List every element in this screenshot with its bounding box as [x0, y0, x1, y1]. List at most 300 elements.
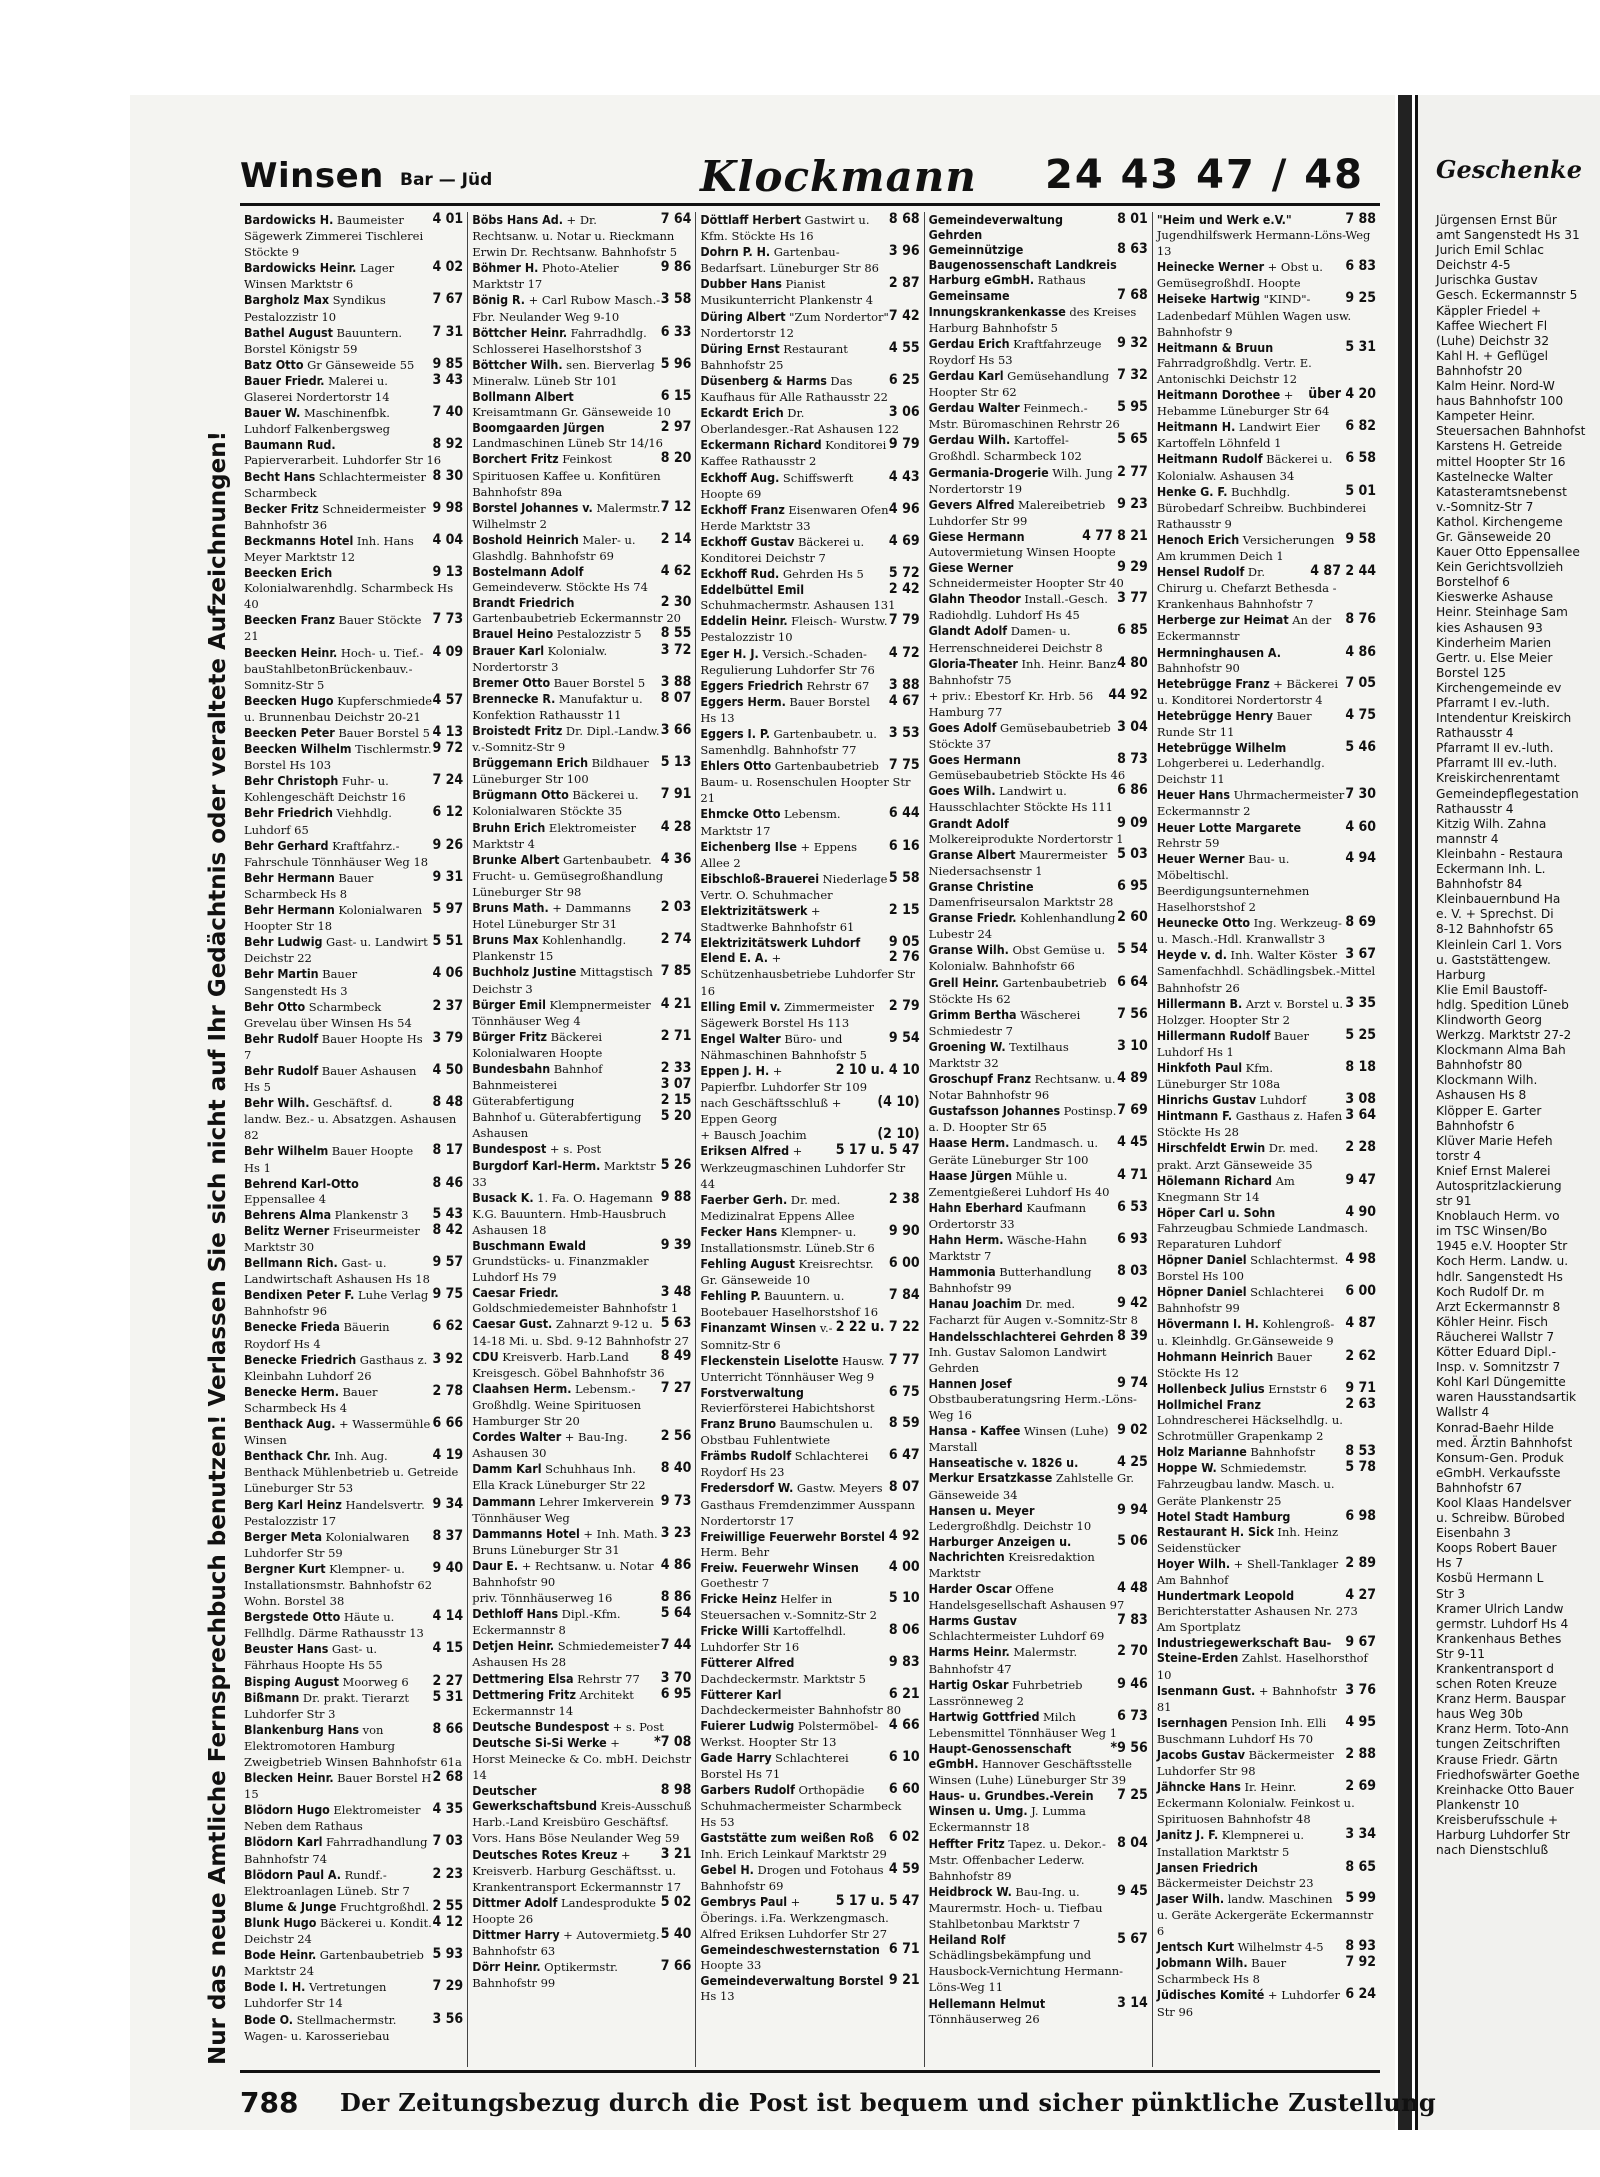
listing-details: 1. Fa. O. Hagemann K.G. Bauuntern. Hmb-Hausbruch Ashausen 18: [472, 1190, 667, 1237]
listing-entry: [1157, 1140, 1376, 1172]
listing-details: Inh. Gustav Salomon Landwirt Gehrden: [928, 1344, 1107, 1375]
listing-details: von Elektromotoren Hamburg Zweigbetrieb Winsen Bahnhofstr 61a: [244, 1722, 462, 1769]
listing-details: Gr Gänseweide 55: [307, 357, 415, 372]
listing-phone: 7 05: [1345, 674, 1377, 691]
listing-entry: [700, 1529, 919, 1560]
listing-phone: 2 38: [888, 1190, 920, 1207]
listing-phone: 5 31: [432, 1688, 464, 1705]
listing-name: Behr Martin: [244, 966, 319, 982]
listing-entry: [929, 623, 1148, 655]
listing-phone: 7 68: [1117, 287, 1148, 304]
listing-entry: [1157, 851, 1376, 915]
listing-entry: [929, 497, 1148, 529]
listing-details: Rechtsanw. u. Notar Bahnhofstr 96: [928, 1072, 1116, 1103]
next-page-entry: Kosbü Hermann L: [1436, 1571, 1544, 1586]
listing-name: Fecker Hans: [700, 1223, 778, 1239]
listing-name: Hartwig Gottfried: [928, 1708, 1040, 1724]
next-page-entry: Käppler Friedel +: [1436, 303, 1542, 318]
next-page-entry: Jurich Emil Schlac: [1436, 243, 1544, 258]
directory-columns: [240, 212, 1380, 2067]
listing-details: Schmiedemstr. Fahrzeugbau landw. Masch. u. Geräte Plankenstr 25: [1156, 1461, 1335, 1508]
listing-entry: [929, 879, 1148, 910]
listing-phone: 8 66: [432, 1720, 464, 1737]
listing-details: Wäsche-Hahn Marktstr 7: [928, 1233, 1087, 1264]
next-page-entry: Jürgensen Ernst Bür: [1436, 213, 1557, 227]
listing-details: + Dr. Rechtsanw. u. Notar u. Rieckmann Erwin Dr. Rechtsanw. Bahnhofstr 5: [472, 213, 678, 260]
listing-details: Häute u. Fellhdlg. Därme Rathausstr 13: [244, 1610, 424, 1641]
listing-phone: 3 64: [1345, 1107, 1377, 1124]
listing-entry: [1157, 740, 1376, 787]
listing-details: Dr. med. prakt. Arzt Gänseweide 35: [1156, 1141, 1319, 1172]
listing-details: Fleisch- Wurstw. Pestalozzistr 10: [700, 614, 888, 645]
listing-entry: [1157, 1987, 1376, 2019]
listing-phone: 2 27: [432, 1672, 464, 1689]
listing-name: Henoch Erich: [1156, 531, 1240, 547]
listing-entry: [1157, 1060, 1376, 1092]
listing-phone: 7 03: [432, 1833, 464, 1850]
listing-entry: [244, 1095, 463, 1143]
listing-entry: [929, 816, 1148, 847]
listing-entry: [929, 656, 1148, 688]
listing-phone: 8 63: [1117, 241, 1148, 258]
listing-details: Zahlstelle Gr. Gänseweide 34: [928, 1471, 1135, 1502]
listing-phone: 4 86: [1345, 643, 1377, 660]
listing-details: Dachdeckermstr. Marktstr 5: [700, 1671, 866, 1686]
listing-entry: [1157, 1397, 1376, 1444]
listing-name: Eibschloß-Brauerei: [700, 870, 820, 886]
listing-name: Gerdau Karl: [928, 367, 1004, 383]
listing-details: Rundf.-Elektroanlagen Lüneb. Str 7: [244, 1867, 410, 1898]
listing-phone: 5 17 u. 5 47: [835, 1142, 920, 1159]
listing-name: Fuierer Ludwig: [700, 1717, 795, 1733]
listing-name: Brauer Karl: [472, 642, 545, 658]
next-page-entry: Koch Rudolf Dr. m: [1436, 1284, 1545, 1299]
listing-phone: (2 10): [877, 1126, 920, 1143]
next-page-entry: hdlr. Sangenstedt Hs: [1436, 1269, 1563, 1284]
listing-details: Hoopte 33: [700, 1958, 762, 1973]
listing-name: Düring Ernst: [700, 340, 780, 356]
listing-entry: [472, 787, 691, 819]
listing-entry: [472, 1895, 691, 1927]
listing-name: Eggers I. P.: [700, 726, 770, 741]
listing-details: Photo-Atelier Marktstr 17: [472, 261, 619, 292]
listing-phone: 9 54: [888, 1029, 920, 1046]
listing-phone: 3 43: [432, 371, 464, 388]
listing-entry: [244, 1561, 463, 1609]
listing-name: Brandt Friedrich: [472, 595, 575, 611]
listing-phone: 3 06: [888, 404, 920, 421]
listing-entry: [929, 1007, 1148, 1039]
listing-entry: [929, 975, 1148, 1007]
next-page-entry: e. V. + Sprechst. Di: [1436, 907, 1554, 922]
listing-phone: 9 57: [432, 1254, 464, 1271]
listing-entry: [929, 1103, 1148, 1135]
listing-phone: über 4 20: [1308, 386, 1377, 403]
listing-name: Fehling P.: [700, 1288, 761, 1304]
listing-name: Düsenberg & Harms: [700, 372, 827, 388]
next-page-entry: Katasteramtsnebenst: [1436, 484, 1567, 499]
listing-entry: [472, 691, 691, 723]
listing-name: Beckmanns Hotel: [244, 532, 354, 548]
listing-details: Am Knegmann Str 14: [1156, 1173, 1295, 1204]
listing-phone: 6 15: [660, 388, 692, 405]
listing-entry: [700, 1224, 919, 1256]
listing-phone: 6 16: [888, 837, 920, 854]
listing-details: Güterabfertigung: [472, 1094, 575, 1109]
listing-name: Giese Hermann: [928, 528, 1025, 544]
listing-phone: 6 85: [1117, 622, 1148, 639]
listing-name: Brügmann Otto: [472, 787, 569, 803]
listing-name: Hundertmark Leopold: [1156, 1588, 1295, 1604]
listing-phone: 3 56: [432, 2010, 464, 2027]
listing-phone: 8 98: [660, 1782, 692, 1799]
next-page-entries: [1436, 213, 1600, 1858]
listing-name: Dohrn P. H.: [700, 244, 771, 260]
listing-name: Granse Albert: [928, 846, 1016, 862]
next-page-entry: Steuersachen Bahnhofst: [1436, 424, 1586, 439]
listing-entry: [929, 720, 1148, 752]
listing-entry: [700, 1192, 919, 1224]
listing-details: Schlachtermeister Luhdorf 69: [928, 1629, 1105, 1644]
next-page-entry: Insp. v. Somnitzstr 7: [1436, 1360, 1561, 1375]
listing-details: + priv.: Ebestorf Kr. Hrb. 56 Hamburg 77: [928, 688, 1094, 719]
listing-entry: [472, 1719, 691, 1735]
listing-phone: 7 44: [660, 1637, 692, 1654]
listing-entry: [472, 1638, 691, 1670]
listing-entry: [700, 502, 919, 534]
directory-column: [240, 212, 468, 2067]
next-page-entry: 1945 e.V. Hoopter Str: [1436, 1239, 1568, 1254]
listing-phone: 9 47: [1345, 1171, 1377, 1188]
listing-name: Broistedt Fritz: [472, 723, 563, 738]
listing-details: Fahrradhdlg. Schlosserei Haselhorstshof 3: [472, 325, 647, 356]
listing-phone: 2 28: [1345, 1139, 1377, 1156]
listing-entry: [472, 643, 691, 675]
next-page-entry: Krankentransport d: [1436, 1662, 1554, 1676]
listing-details: Gartenbaubetrieb Eckermannstr 20: [472, 611, 681, 626]
listing-details: Tönnhäuserweg 26: [928, 2011, 1040, 2026]
listing-details: Landwirt Eier Kartoffeln Löhnfeld 1: [1156, 420, 1320, 451]
listing-name: Hartig Oskar: [928, 1676, 1009, 1692]
listing-phone: 5 01: [1345, 482, 1377, 499]
listing-phone: 8 73: [1117, 751, 1148, 768]
listing-details: Vertretungen Luhdorfer Str 14: [244, 1980, 387, 2011]
listing-name: Burgdorf Karl-Herm.: [472, 1157, 601, 1173]
listing-phone: 4 69: [888, 532, 920, 549]
listing-phone: 4 50: [432, 1061, 464, 1078]
listing-phone: 4 13: [432, 724, 464, 740]
listing-name: Brauel Heino: [472, 626, 554, 642]
listing-details: Gartenbaubetr. Frucht- u. Gemüsegroßhandlung Lüneburger Str 98: [472, 852, 664, 899]
listing-name: Becht Hans: [244, 468, 316, 484]
next-page-entry: (Luhe) Deichstr 32: [1436, 333, 1550, 348]
listing-entry: [472, 1606, 691, 1638]
listing-details: Helfer in Steuersachen v.-Somnitz-Str 2: [700, 1592, 877, 1623]
listing-entry: [472, 1093, 691, 1109]
listing-name: Gade Harry: [700, 1750, 772, 1765]
listing-phone: 5 25: [1345, 1026, 1377, 1043]
listing-entry: [929, 368, 1148, 400]
listing-entry: [1157, 1747, 1376, 1779]
listing-name: Hetebrügge Wilhelm: [1156, 740, 1287, 756]
listing-phone: 2 56: [660, 1428, 692, 1445]
listing-phone: 2 55: [432, 1897, 464, 1914]
listing-name: Hollenbeck Julius: [1156, 1380, 1265, 1396]
listing-entry: [700, 566, 919, 582]
listing-name: Heitmann Dorothee: [1156, 387, 1281, 403]
listing-details: Ir. Heinr. Eckermann Kolonialw. Feinkost u. Spirituosen Bahnhofstr 48: [1156, 1780, 1355, 1827]
listing-details: Bildhauer Lüneburger Str 100: [472, 756, 649, 787]
listing-entry: [472, 852, 691, 900]
listing-details: Gemüsehandlung Hoopter Str 62: [928, 368, 1110, 400]
listing-entry: [244, 565, 463, 612]
listing-details: + Bäckerei u. Konditorei Nordertorstr 4: [1156, 676, 1339, 707]
listing-entry: [1157, 708, 1376, 740]
listing-name: Elektrizitätswerk Luhdorf: [700, 935, 861, 951]
listing-name: Elektrizitätswerk: [700, 903, 808, 919]
next-page-entry: Kranz Herm. Bauspar: [1436, 1692, 1566, 1707]
listing-name: Dittmer Harry: [472, 1927, 560, 1943]
listing-name: Becker Fritz: [244, 500, 319, 516]
listing-details: Rehrstr 59: [1156, 835, 1220, 850]
listing-entry: [472, 357, 691, 389]
listing-details: Kolonialwaren Hoopter Str 18: [244, 903, 423, 934]
listing-details: Berichterstatter Ashausen Nr. 273 Am Sportplatz: [1156, 1604, 1358, 1635]
listing-name: Gemeindeverwaltung Borstel: [700, 1973, 884, 1989]
next-page-entry: kies Ashausen 93: [1436, 620, 1543, 635]
next-page-entry: Konsum-Gen. Produk: [1436, 1450, 1564, 1465]
listing-details: sen. Bierverlag Mineralw. Lüneb Str 101: [472, 357, 655, 388]
listing-entry: [472, 900, 691, 932]
listing-phone: 9 71: [1345, 1379, 1377, 1396]
listing-entry: [1157, 1284, 1376, 1316]
listing-name: Behr Christoph: [244, 773, 339, 789]
listing-entry: [472, 1735, 691, 1783]
listing-entry: [1157, 564, 1376, 612]
listing-phone: 3 07: [660, 1076, 692, 1093]
next-page-entry: v.-Somnitz-Str 7: [1436, 499, 1534, 514]
listing-phone: 5 93: [432, 1946, 464, 1963]
listing-phone: 7 56: [1117, 1005, 1148, 1022]
listing-details: Bauer Ashausen Hs 5: [244, 1063, 417, 1095]
listing-details: Bauer Runde Str 11: [1156, 708, 1312, 739]
listing-entry: [244, 1352, 463, 1384]
listing-entry: [1157, 1955, 1376, 1987]
listing-entry: [929, 560, 1148, 591]
listing-details: Marktstr 33: [472, 1158, 656, 1189]
listing-phone: 7 40: [432, 404, 464, 421]
listing-details: Gemüsebaubetrieb Stöckte 37: [928, 721, 1111, 752]
listing-phone: 4 21: [660, 995, 692, 1012]
listing-entry: [700, 1894, 919, 1942]
listing-phone: 6 53: [1117, 1198, 1148, 1215]
listing-entry: [472, 932, 691, 964]
listing-entry: [1157, 1715, 1376, 1747]
listing-phone: 8 37: [432, 1527, 464, 1544]
listing-entry: [472, 1847, 691, 1895]
listing-entry: [244, 469, 463, 501]
listing-details: Maschinenfbk. Luhdorf Falkenbergsweg: [244, 406, 390, 437]
listing-details: Bauer Sangenstedt Hs 3: [244, 967, 358, 998]
listing-entry: [929, 242, 1148, 288]
listing-name: Bürger Fritz: [472, 1028, 548, 1044]
listing-entry: [472, 1285, 691, 1316]
listing-details: Architekt Eckermannstr 14: [472, 1687, 634, 1718]
listing-entry: [472, 1927, 691, 1959]
listing-phone: 3 67: [1345, 946, 1377, 963]
next-page-entry: Bahnhofstr 67: [1436, 1480, 1523, 1495]
listing-details: + Shell-Tanklager Am Bahnhof: [1156, 1556, 1339, 1587]
next-page-entry: Bahnhofstr 80: [1436, 1058, 1523, 1073]
listing-phone: 9 26: [432, 836, 464, 853]
listing-entry: [472, 1494, 691, 1526]
listing-details: Klempnerei u. Installation Marktstr 5: [1156, 1828, 1305, 1859]
listing-details: "Zum Nordertor" Nordertorstr 12: [700, 309, 889, 340]
next-page-entry: Friedhofswärter Goethe: [1436, 1767, 1580, 1782]
listing-entry: [929, 1581, 1148, 1613]
listing-phone: 5 03: [1117, 845, 1148, 862]
listing-name: Glandt Adolf: [928, 623, 1008, 639]
listing-phone: 5 97: [432, 901, 464, 918]
listing-entry: [472, 820, 691, 852]
listing-phone: 6 12: [432, 804, 464, 821]
listing-entry: [700, 1655, 919, 1686]
listing-name: Granse Friedr.: [928, 910, 1017, 926]
listing-phone: 9 13: [432, 564, 464, 581]
listing-entry: [244, 1947, 463, 1979]
listing-phone: 6 02: [888, 1829, 920, 1846]
listing-name: Groening W.: [928, 1038, 1006, 1054]
listing-name: Freiw. Feuerwehr Winsen: [700, 1559, 859, 1575]
listing-name: Bisping August: [244, 1673, 339, 1689]
listing-name: Gebel H.: [700, 1861, 754, 1877]
listing-entry: [244, 1416, 463, 1448]
listing-entry: [472, 595, 691, 626]
listing-entry: [472, 1783, 691, 1846]
next-page-entry: Krause Friedr. Gärtn: [1436, 1752, 1558, 1767]
listing-entry: [1157, 996, 1376, 1028]
listing-details: Baumeister Sägewerk Zimmerei Tischlerei Stöckte 9: [244, 213, 424, 260]
listing-entry: [700, 276, 919, 308]
listing-entry: [472, 1238, 691, 1285]
listing-phone: 8 01: [1117, 212, 1148, 227]
listing-details: Gartenbaubetrieb Stöckte Hs 62: [928, 975, 1107, 1006]
listing-name: Dittmer Adolf: [472, 1894, 558, 1910]
listing-phone: 5 20: [660, 1108, 692, 1125]
listing-details: Bauer Scharmbeck Hs 8: [1156, 1956, 1287, 1987]
listing-entry: [1157, 1860, 1376, 1891]
side-slogan: Nur das neue Amtliche Fernsprechbuch benutzen! Verlassen Sie sich nicht auf Ihr Gedächtnis oder veraltete Aufzeichnungen!: [205, 430, 231, 2065]
next-page-entry: hdlg. Spedition Lüneb: [1436, 997, 1569, 1012]
listing-name: Heiland Rolf: [928, 1932, 1006, 1948]
listing-phone: 5 26: [660, 1156, 692, 1173]
listing-phone: (4 10): [877, 1094, 920, 1111]
listing-phone: 3 88: [888, 676, 920, 693]
listing-details: Bauuntern. Borstel Königstr 59: [244, 325, 403, 356]
listing-name: Heitmann & Bruun: [1156, 339, 1274, 355]
listing-name: Hinkfoth Paul: [1156, 1059, 1243, 1075]
listing-details: Arzt v. Borstel u. Holzger. Hoopter Str 2: [1156, 996, 1344, 1027]
listing-name: Gerdau Walter: [928, 400, 1020, 416]
listing-phone: 4 75: [1345, 706, 1377, 723]
listing-entry: [244, 1063, 463, 1095]
listing-phone: 8 42: [432, 1221, 464, 1238]
listing-phone: 7 25: [1117, 1787, 1148, 1804]
listing-phone: 3 35: [1345, 994, 1377, 1011]
listing-name: Benthack Aug.: [244, 1416, 336, 1432]
listing-name: Fredersdorf W.: [700, 1480, 794, 1496]
listing-name: Eppen J. H.: [700, 1062, 770, 1078]
listing-details: Stellmachermstr. Wagen- u. Karosseriebau: [244, 2012, 397, 2043]
listing-details: Inh. Heinz Seidenstücker: [1156, 1524, 1339, 1555]
next-page-entry: Kieswerke Ashause: [1436, 590, 1554, 605]
next-page-entry: Heinr. Steinhage Sam: [1436, 605, 1568, 620]
listing-phone: 8 92: [432, 436, 464, 453]
listing-entry: [700, 726, 919, 758]
listing-phone: 8 46: [432, 1174, 464, 1191]
listing-name: Böbs Hans Ad.: [472, 212, 563, 227]
listing-details: Gemeindeverw. Stöckte Hs 74: [472, 580, 648, 595]
listing-phone: 2 69: [1345, 1778, 1377, 1795]
listing-name: Böttcher Heinr.: [472, 324, 568, 340]
listing-name: Främbs Rudolf: [700, 1448, 792, 1464]
listing-name: Fleckenstein Liselotte: [700, 1352, 839, 1368]
listing-name: Gaststätte zum weißen Roß: [700, 1830, 874, 1846]
listing-details: Bauer Scharmbeck Hs 4: [244, 1384, 378, 1415]
listing-details: Zimmermeister Sägewerk Borstel Hs 113: [700, 999, 875, 1030]
listing-details: Hannover Geschäftsstelle Winsen (Luhe) Lüneburger Str 39: [928, 1757, 1132, 1788]
listing-name: Heuer Werner: [1156, 850, 1245, 866]
listing-entry: [700, 1782, 919, 1830]
listing-entry: [472, 1558, 691, 1590]
listing-entry: [929, 336, 1148, 368]
listing-name: Caesar Gust.: [472, 1316, 553, 1332]
next-page-entry: Kranz Herm. Toto-Ann: [1436, 1722, 1569, 1737]
next-page-entry: 8-12 Bahnhofstr 65: [1436, 922, 1554, 937]
listing-name: Freiwillige Feuerwehr Borstel: [700, 1528, 885, 1544]
listing-details: Wäscherei Schmiedestr 7: [928, 1007, 1081, 1038]
listing-entry: [1157, 1635, 1376, 1682]
listing-details: Moorweg 6: [342, 1674, 409, 1689]
listing-name: Dettmering Elsa: [472, 1670, 574, 1686]
next-page-entry: im TSC Winsen/Bo: [1436, 1224, 1548, 1239]
directory-column: [468, 212, 696, 2067]
listing-name: Daur E.: [472, 1557, 519, 1573]
listing-name: Bode O.: [244, 2011, 294, 2027]
listing-phone: 4 87: [1345, 1315, 1377, 1332]
listing-phone: 4 19: [432, 1447, 464, 1464]
listing-name: Hanseatische v. 1826 u. Merkur Ersatzkasse: [928, 1455, 1079, 1486]
listing-phone: 9 34: [432, 1495, 464, 1512]
listing-entry: [700, 613, 919, 645]
listing-details: Kartoffelhdl. Luhdorfer Str 16: [700, 1624, 847, 1655]
listing-phone: 8 17: [432, 1142, 464, 1159]
listing-name: Engel Walter: [700, 1030, 781, 1046]
listing-details: Papierverarbeit. Luhdorfer Str 16: [244, 453, 442, 468]
listing-name: Hansa - Kaffee: [928, 1423, 1021, 1439]
listing-entry: [929, 847, 1148, 879]
listing-phone: 7 12: [660, 498, 692, 515]
listing-details: Lehrer Imkerverein Tönnhäuser Weg: [472, 1494, 654, 1525]
listing-details: Tischlermstr. Borstel Hs 103: [244, 742, 432, 773]
listing-phone: 2 15: [660, 1092, 692, 1109]
listing-entry: [700, 1687, 919, 1718]
listing-name: Herberge zur Heimat: [1156, 612, 1289, 628]
listing-details: Grundstücks- u. Finanzmakler Luhdorf Hs 79: [472, 1254, 649, 1285]
listing-name: Busack K.: [472, 1189, 534, 1205]
listing-entry: [700, 373, 919, 405]
listing-phone: 4 62: [660, 563, 692, 580]
